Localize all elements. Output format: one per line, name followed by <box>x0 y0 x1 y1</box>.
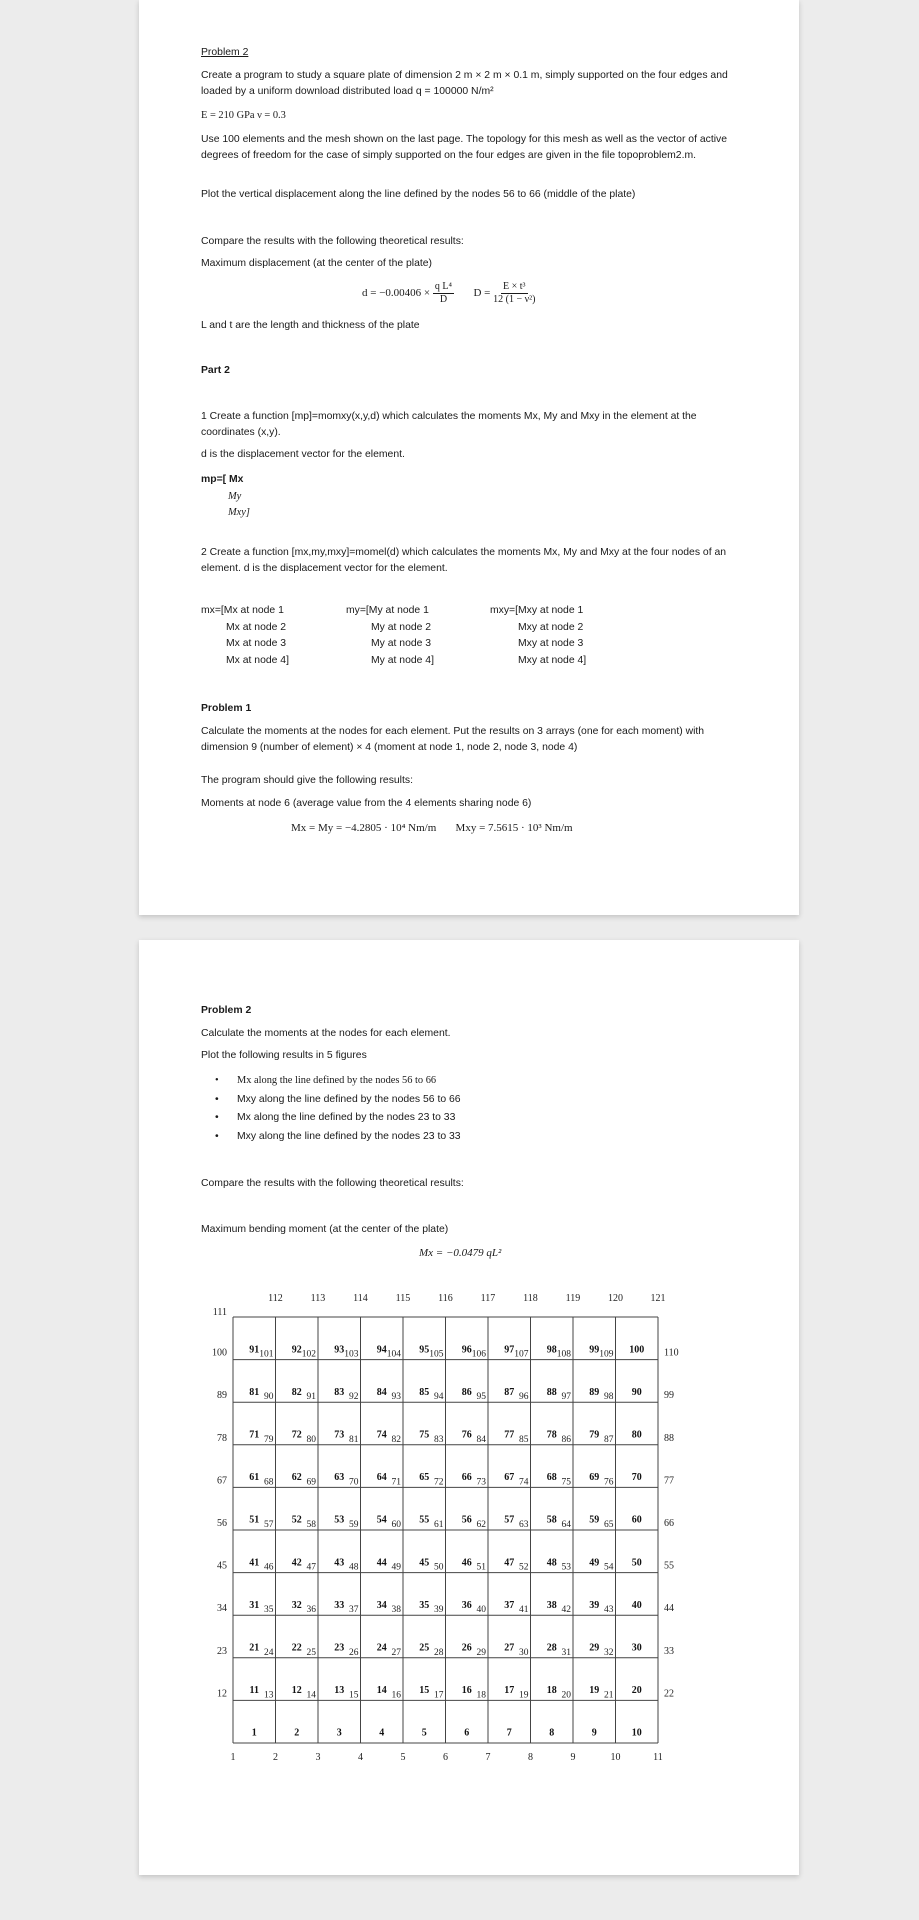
mesh-node-label: 46 <box>264 1562 274 1573</box>
mesh-element-label: 99 <box>589 1344 600 1356</box>
mesh-element-label: 18 <box>546 1685 557 1697</box>
eq-d-denominator: D <box>439 294 448 305</box>
mesh-node-label: 87 <box>604 1434 614 1445</box>
mesh-element-label: 48 <box>546 1557 557 1569</box>
mesh-element-label: 46 <box>461 1557 472 1569</box>
mesh-element-label: 16 <box>461 1685 472 1697</box>
mesh-node-label: 67 <box>217 1475 227 1487</box>
mesh-element-label: 71 <box>249 1429 260 1441</box>
mesh-node-label: 100 <box>212 1347 227 1359</box>
mesh-element-label: 91 <box>249 1344 260 1356</box>
mesh-node-label: 16 <box>391 1690 401 1701</box>
mesh-node-label: 121 <box>650 1293 666 1304</box>
mesh-element-label: 77 <box>504 1429 515 1441</box>
mesh-element-label: 84 <box>376 1386 387 1398</box>
moment-equation: Mx = −0.0479 qL² <box>419 1247 502 1259</box>
mesh-element-label: 2 <box>294 1727 300 1739</box>
mesh-element-label: 8 <box>549 1727 555 1739</box>
mesh-node-label: 70 <box>349 1477 359 1488</box>
mesh-element-label: 94 <box>376 1344 387 1356</box>
mesh-element-label: 98 <box>546 1344 557 1356</box>
mesh-node-label: 101 <box>259 1349 274 1360</box>
problem2-heading: Problem 2 <box>201 47 249 58</box>
plot-item-2-text: Mxy along the line defined by the nodes 56 to 66 <box>237 1093 461 1105</box>
mesh-node-label: 55 <box>664 1560 674 1572</box>
mesh-element-label: 55 <box>419 1514 430 1526</box>
mesh-element-label: 11 <box>249 1685 259 1697</box>
mesh-element-label: 25 <box>419 1642 430 1654</box>
mesh-node-label: 11 <box>653 1752 663 1763</box>
mesh-node-label: 64 <box>561 1520 571 1530</box>
eq-d-lhs: d = −0.00406 × <box>362 287 431 300</box>
mesh-node-label: 77 <box>664 1475 674 1487</box>
mesh-element-label: 53 <box>334 1514 345 1526</box>
mesh-node-label: 20 <box>561 1690 571 1701</box>
mesh-node-label: 59 <box>349 1520 359 1530</box>
mesh-element-label: 95 <box>419 1344 430 1356</box>
mesh-node-label: 33 <box>664 1645 674 1657</box>
mesh-node-label: 108 <box>556 1349 571 1360</box>
mxy-line-4: Mxy at node 4] <box>518 654 587 666</box>
mesh-node-label: 36 <box>306 1605 316 1616</box>
mx-column <box>201 603 289 669</box>
mesh-element-label: 51 <box>249 1514 260 1526</box>
mesh-node-label: 117 <box>480 1293 496 1304</box>
mesh-node-label: 29 <box>476 1647 486 1658</box>
mesh-element-label: 15 <box>419 1685 430 1697</box>
mesh-element-label: 13 <box>334 1685 345 1697</box>
mesh-element-label: 3 <box>336 1727 342 1739</box>
mesh-node-label: 82 <box>391 1434 401 1445</box>
mxy-line-1: mxy=[Mxy at node 1 <box>490 605 584 616</box>
mesh-element-label: 65 <box>419 1472 430 1484</box>
mesh-element-label: 81 <box>249 1386 260 1398</box>
mesh-node-label: 8 <box>528 1752 533 1763</box>
my-column <box>346 603 434 669</box>
mesh-node-label: 78 <box>217 1432 227 1444</box>
mesh-node-label: 114 <box>353 1293 368 1304</box>
intro-paragraph: Create a program to study a square plate of dimension 2 m × 2 m × 0.1 m, simply supported on the four edges and loaded by a uniform download distributed load q = 100000 N/m² <box>201 70 728 97</box>
mp-line-3: Mxy] <box>228 507 250 518</box>
mesh-node-label: 75 <box>561 1477 571 1488</box>
mesh-node-label: 104 <box>386 1349 401 1360</box>
mesh-node-label: 112 <box>268 1293 283 1304</box>
mesh-element-label: 54 <box>376 1514 387 1526</box>
mp-line-1: mp=[ Mx <box>201 474 244 485</box>
moments-node6-text: Moments at node 6 (average value from the 4 elements sharing node 6) <box>201 798 532 809</box>
mesh-node-label: 96 <box>519 1392 529 1403</box>
mesh-element-label: 70 <box>631 1472 642 1484</box>
mesh-node-label: 37 <box>349 1605 359 1616</box>
mesh-element-label: 69 <box>589 1472 600 1484</box>
mxy-column <box>490 603 586 669</box>
mesh-element-label: 57 <box>504 1514 515 1526</box>
mesh-node-label: 76 <box>604 1477 614 1488</box>
mx-line-3: Mx at node 3 <box>226 638 287 649</box>
mesh-element-label: 67 <box>504 1472 515 1484</box>
mesh-element-label: 14 <box>376 1685 387 1697</box>
eq-D-numerator: E × t³ <box>503 281 526 292</box>
mesh-node-label: 18 <box>476 1690 486 1701</box>
mesh-node-label: 2 <box>273 1752 278 1763</box>
mesh-node-label: 47 <box>306 1562 316 1573</box>
mesh-node-label: 99 <box>664 1390 674 1402</box>
mesh-node-label: 34 <box>217 1603 227 1615</box>
my-line-1: my=[My at node 1 <box>346 605 429 616</box>
calc-moments-text: Calculate the moments at the nodes for each element. <box>201 1028 451 1039</box>
eq-D-lhs: D = <box>473 287 491 300</box>
mesh-node-label: 45 <box>217 1560 227 1572</box>
mesh-element-label: 29 <box>589 1642 600 1654</box>
mesh-element-label: 5 <box>421 1727 427 1739</box>
mesh-node-label: 71 <box>391 1477 401 1488</box>
max-moment-text: Maximum bending moment (at the center of the plate) <box>201 1224 449 1235</box>
d-vector-text: d is the displacement vector for the element. <box>201 449 405 460</box>
max-displacement-text: Maximum displacement (at the center of the plate) <box>201 258 433 269</box>
mesh-element-label: 73 <box>334 1429 345 1441</box>
mesh-diagram <box>139 940 799 1875</box>
mesh-node-label: 5 <box>400 1752 406 1763</box>
mesh-element-label: 7 <box>506 1727 512 1739</box>
mesh-element-label: 59 <box>589 1514 600 1526</box>
mesh-node-label: 80 <box>306 1434 316 1445</box>
problem2-heading-p2: Problem 2 <box>201 1005 252 1016</box>
mesh-element-label: 24 <box>376 1642 387 1654</box>
mesh-node-label: 56 <box>217 1518 227 1529</box>
mesh-element-label: 82 <box>291 1386 302 1398</box>
displacement-equation <box>362 281 535 306</box>
mesh-node-label: 110 <box>664 1347 679 1359</box>
plot-item-3-text: Mx along the line defined by the nodes 23 to 33 <box>237 1112 456 1123</box>
mesh-element-label: 44 <box>376 1557 387 1569</box>
mesh-element-label: 56 <box>461 1514 472 1526</box>
mesh-node-label: 3 <box>315 1752 321 1763</box>
mesh-node-label: 48 <box>349 1562 359 1573</box>
plot-item-1-text: Mx along the line defined by the nodes 56 to 66 <box>237 1075 437 1086</box>
mesh-element-label: 78 <box>546 1429 557 1441</box>
mesh-node-label: 22 <box>664 1688 674 1700</box>
mesh-element-label: 9 <box>591 1727 597 1739</box>
mesh-element-label: 38 <box>546 1599 557 1611</box>
mesh-node-label: 90 <box>264 1392 274 1403</box>
mesh-element-label: 19 <box>589 1685 600 1697</box>
mesh-node-label: 120 <box>608 1293 623 1304</box>
mesh-node-label: 26 <box>349 1647 359 1658</box>
mesh-node-label: 93 <box>391 1392 401 1403</box>
mesh-node-label: 98 <box>604 1392 614 1403</box>
document-page-1 <box>139 0 799 915</box>
mesh-node-label: 4 <box>358 1752 363 1763</box>
mesh-node-label: 72 <box>434 1477 444 1488</box>
lt-definition: L and t are the length and thickness of the plate <box>201 320 420 331</box>
mesh-element-label: 31 <box>249 1599 260 1611</box>
mesh-element-label: 97 <box>504 1344 515 1356</box>
mesh-paragraph: Use 100 elements and the mesh shown on the last page. The topology for this mesh as well as the vector of active degrees of freedom for the case of simply supported on the four edges are given in the file topoproblem2.m. <box>201 134 727 161</box>
mesh-element-label: 75 <box>419 1429 430 1441</box>
plot-instruction: Plot the vertical displacement along the line defined by the nodes 56 to 66 (middle of the plate) <box>201 189 636 200</box>
mesh-node-label: 7 <box>485 1752 491 1763</box>
mesh-node-label: 86 <box>561 1434 571 1445</box>
mesh-node-label: 91 <box>306 1392 316 1403</box>
mesh-node-label: 44 <box>664 1603 674 1615</box>
mesh-element-label: 23 <box>334 1642 345 1654</box>
mesh-node-label: 39 <box>434 1605 444 1616</box>
my-line-2: My at node 2 <box>371 621 432 633</box>
mesh-node-label: 54 <box>604 1562 614 1573</box>
mesh-node-label: 107 <box>514 1349 529 1360</box>
mesh-element-label: 100 <box>629 1344 645 1356</box>
mesh-node-label: 102 <box>301 1349 316 1360</box>
mesh-node-label: 58 <box>306 1520 316 1530</box>
mesh-element-label: 52 <box>291 1514 302 1526</box>
mp-line-2: My <box>228 490 242 502</box>
mesh-node-label: 42 <box>561 1605 571 1616</box>
mesh-element-label: 47 <box>504 1557 515 1569</box>
mesh-node-label: 106 <box>471 1349 486 1360</box>
mesh-element-label: 64 <box>376 1472 387 1484</box>
mesh-node-label: 66 <box>664 1518 674 1529</box>
mesh-element-label: 93 <box>334 1344 345 1356</box>
mesh-element-label: 42 <box>291 1557 302 1569</box>
mesh-node-label: 68 <box>264 1477 274 1488</box>
part2-heading: Part 2 <box>201 365 230 376</box>
mesh-node-label: 1 <box>230 1752 236 1763</box>
mesh-element-label: 45 <box>419 1557 430 1569</box>
mesh-node-label: 83 <box>434 1434 444 1445</box>
mesh-element-label: 6 <box>464 1727 470 1739</box>
mesh-element-label: 28 <box>546 1642 557 1654</box>
mesh-node-label: 60 <box>391 1520 401 1530</box>
mesh-node-label: 23 <box>217 1645 227 1657</box>
mesh-node-label: 49 <box>391 1562 401 1573</box>
mesh-element-label: 85 <box>419 1386 430 1398</box>
mesh-node-label: 115 <box>395 1293 411 1304</box>
mesh-node-label: 116 <box>438 1293 453 1304</box>
my-line-4: My at node 4] <box>371 654 434 666</box>
mx-line-4: Mx at node 4] <box>226 654 289 666</box>
mesh-node-label: 24 <box>264 1647 274 1658</box>
mesh-element-label: 43 <box>334 1557 345 1569</box>
mesh-element-label: 34 <box>376 1599 387 1611</box>
material-properties: E = 210 GPa ν = 0.3 <box>201 110 286 121</box>
problem1-heading: Problem 1 <box>201 703 252 714</box>
mp-vector <box>201 472 250 522</box>
mesh-node-label: 73 <box>476 1477 486 1488</box>
mesh-element-label: 58 <box>546 1514 557 1526</box>
mesh-element-label: 76 <box>461 1429 472 1441</box>
mesh-element-label: 21 <box>249 1642 260 1654</box>
function1-text: 1 Create a function [mp]=momxy(x,y,d) which calculates the moments Mx, My and Mxy in the element at the coordinates (x,y). <box>201 411 697 438</box>
plot-figures-text: Plot the following results in 5 figures <box>201 1050 367 1061</box>
mesh-node-label: 92 <box>349 1392 359 1403</box>
mesh-node-label: 30 <box>519 1647 529 1658</box>
mesh-element-label: 35 <box>419 1599 430 1611</box>
mesh-node-label: 10 <box>610 1752 621 1763</box>
mesh-node-label: 27 <box>391 1647 401 1658</box>
moments-equation: Mx = My = −4.2805 · 10⁴ Nm/m Mxy = 7.5615 · 10³ Nm/m <box>291 822 573 834</box>
mesh-node-label: 32 <box>604 1647 614 1658</box>
mesh-node-label: 62 <box>476 1520 486 1530</box>
mesh-node-label: 88 <box>664 1432 674 1444</box>
mesh-element-label: 80 <box>631 1429 642 1441</box>
mesh-node-label: 118 <box>523 1293 538 1304</box>
mesh-element-label: 49 <box>589 1557 600 1569</box>
mesh-element-label: 88 <box>546 1386 557 1398</box>
mesh-element-label: 87 <box>504 1386 515 1398</box>
compare-text-p2: Compare the results with the following theoretical results: <box>201 1178 464 1189</box>
mesh-node-label: 38 <box>391 1605 401 1616</box>
mesh-element-label: 33 <box>334 1599 345 1611</box>
mesh-element-label: 1 <box>251 1727 257 1739</box>
mesh-node-label: 74 <box>519 1477 529 1488</box>
mesh-element-label: 27 <box>504 1642 515 1654</box>
mesh-element-label: 20 <box>631 1685 642 1697</box>
mesh-element-label: 36 <box>461 1599 472 1611</box>
mx-line-2: Mx at node 2 <box>226 621 287 633</box>
compare-text: Compare the results with the following theoretical results: <box>201 236 464 247</box>
mesh-node-label: 84 <box>476 1434 486 1445</box>
mesh-element-label: 30 <box>631 1642 642 1654</box>
mesh-node-label: 103 <box>344 1349 359 1360</box>
mesh-node-label: 81 <box>349 1434 359 1445</box>
mesh-element-label: 89 <box>589 1386 600 1398</box>
mesh-node-label: 13 <box>264 1690 274 1701</box>
mesh-node-label: 89 <box>217 1390 227 1402</box>
mesh-node-label: 25 <box>306 1647 316 1658</box>
mesh-node-label: 17 <box>434 1690 444 1701</box>
problem1-text: Calculate the moments at the nodes for each element. Put the results on 3 arrays (one for each moment) with dimension 9 (number of element) × 4 (moment at node 1, node 2, node 3, node 4) <box>201 726 705 753</box>
mesh-node-label: 51 <box>476 1562 486 1573</box>
mesh-node-label: 15 <box>349 1690 359 1701</box>
mesh-element-label: 61 <box>249 1472 260 1484</box>
mxy-line-3: Mxy at node 3 <box>518 638 584 649</box>
mesh-element-label: 4 <box>379 1727 385 1739</box>
mesh-element-label: 90 <box>631 1386 642 1398</box>
mesh-node-label: 61 <box>434 1520 444 1530</box>
mesh-node-label: 31 <box>561 1647 571 1658</box>
mesh-element-label: 41 <box>249 1557 260 1569</box>
mesh-node-label: 57 <box>264 1520 274 1530</box>
mesh-element-label: 12 <box>291 1685 302 1697</box>
mesh-element-label: 92 <box>291 1344 302 1356</box>
mesh-node-label: 52 <box>519 1562 529 1573</box>
mesh-element-label: 66 <box>461 1472 472 1484</box>
mesh-node-label: 14 <box>306 1690 316 1701</box>
mesh-node-label: 35 <box>264 1605 274 1616</box>
program-results-text: The program should give the following results: <box>201 775 413 786</box>
mesh-node-label: 113 <box>310 1293 326 1304</box>
mesh-node-label: 21 <box>604 1690 614 1701</box>
mesh-node-label: 6 <box>443 1752 448 1763</box>
mesh-element-label: 96 <box>461 1344 472 1356</box>
eq-D-fraction <box>493 281 535 306</box>
mesh-element-label: 60 <box>631 1514 642 1526</box>
mesh-node-label: 19 <box>519 1690 529 1701</box>
mesh-node-label: 111 <box>212 1307 227 1318</box>
mesh-element-label: 63 <box>334 1472 345 1484</box>
mxy-line-2: Mxy at node 2 <box>518 621 584 633</box>
function2-text: 2 Create a function [mx,my,mxy]=momel(d) which calculates the moments Mx, My and Mxy at the four nodes of an element. d is the displacement vector for the element. <box>201 547 727 574</box>
plot-item-4-text: Mxy along the line defined by the nodes 23 to 33 <box>237 1130 461 1142</box>
mesh-node-label: 43 <box>604 1605 614 1616</box>
mesh-node-label: 105 <box>429 1349 444 1360</box>
eq-d-fraction <box>433 281 454 306</box>
mesh-node-label: 63 <box>519 1520 529 1530</box>
mesh-node-label: 119 <box>565 1293 581 1304</box>
mesh-node-label: 79 <box>264 1434 274 1445</box>
mesh-node-label: 12 <box>217 1688 227 1700</box>
mesh-element-label: 17 <box>504 1685 515 1697</box>
mesh-element-label: 62 <box>291 1472 302 1484</box>
mesh-node-label: 50 <box>434 1562 444 1573</box>
mesh-element-label: 83 <box>334 1386 345 1398</box>
mesh-element-label: 39 <box>589 1599 600 1611</box>
mesh-element-label: 26 <box>461 1642 472 1654</box>
mesh-node-label: 94 <box>434 1392 444 1403</box>
mesh-node-label: 65 <box>604 1520 614 1530</box>
mesh-element-label: 79 <box>589 1429 600 1441</box>
mesh-element-label: 22 <box>291 1642 302 1654</box>
mesh-element-label: 74 <box>376 1429 387 1441</box>
mesh-node-label: 109 <box>599 1349 614 1360</box>
mesh-element-label: 50 <box>631 1557 642 1569</box>
mesh-element-label: 72 <box>291 1429 302 1441</box>
document-page-2 <box>139 940 799 1875</box>
mesh-element-label: 40 <box>631 1599 642 1611</box>
mesh-node-label: 41 <box>519 1605 529 1616</box>
eq-d-numerator: q L⁴ <box>434 281 452 292</box>
mx-line-1: mx=[Mx at node 1 <box>201 605 284 616</box>
mesh-element-label: 32 <box>291 1599 302 1611</box>
mesh-node-label: 69 <box>306 1477 316 1488</box>
my-line-3: My at node 3 <box>371 638 432 649</box>
mesh-node-label: 97 <box>561 1392 571 1403</box>
mesh-node-label: 28 <box>434 1647 444 1658</box>
mesh-node-label: 40 <box>476 1605 486 1616</box>
mesh-node-label: 9 <box>570 1752 576 1763</box>
mesh-element-label: 68 <box>546 1472 557 1484</box>
mesh-node-label: 53 <box>561 1562 571 1573</box>
mesh-element-label: 37 <box>504 1599 515 1611</box>
mesh-node-label: 95 <box>476 1392 486 1403</box>
mesh-node-label: 85 <box>519 1434 529 1445</box>
eq-D-denominator: 12 (1 − ν²) <box>493 294 536 305</box>
mesh-element-label: 86 <box>461 1386 472 1398</box>
mesh-element-label: 10 <box>631 1727 642 1739</box>
